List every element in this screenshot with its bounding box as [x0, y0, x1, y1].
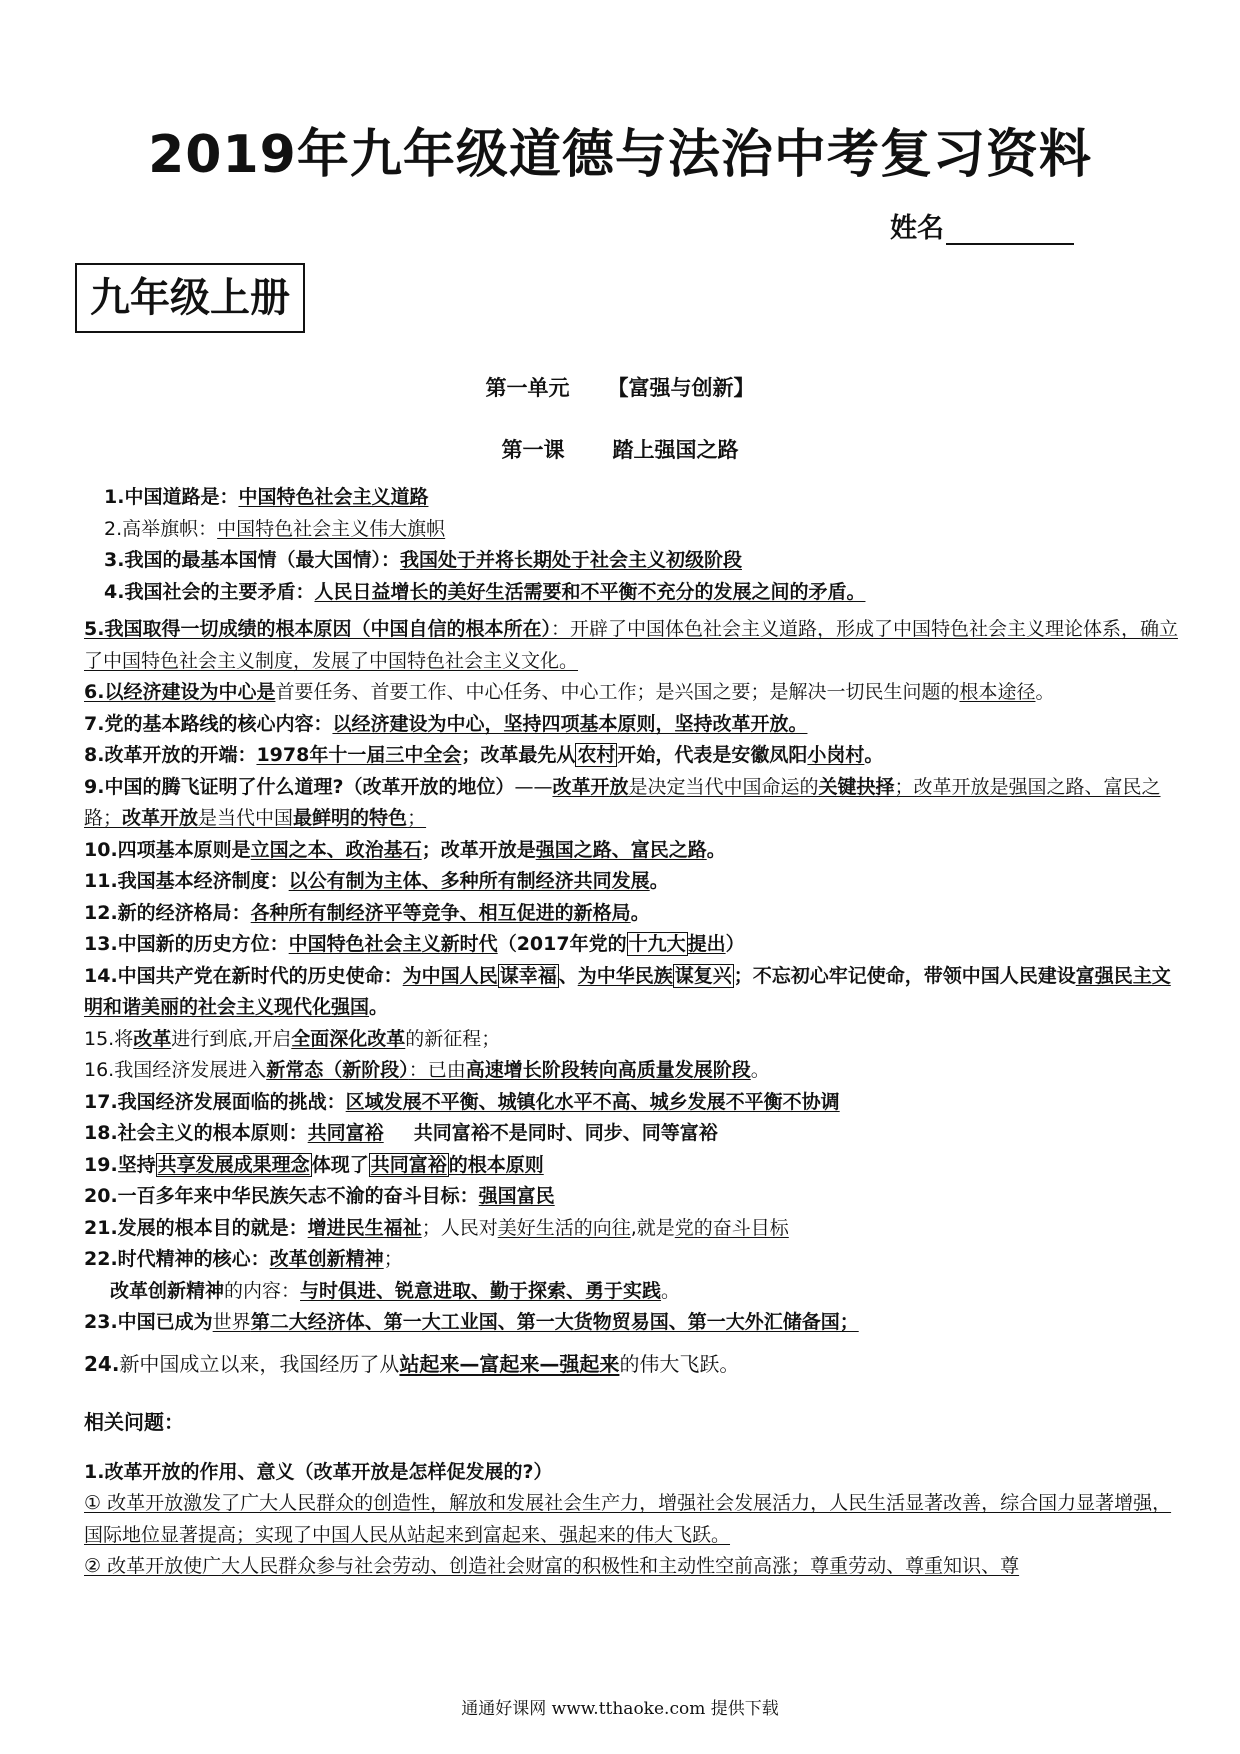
list-item: 18.社会主义的根本原则：共同富裕 共同富裕不是同时、同步、同等富裕	[84, 1122, 718, 1144]
unit-topic: 【富强与创新】	[607, 376, 755, 400]
lesson-heading	[0, 434, 1240, 464]
volume-heading: 九年级上册	[75, 263, 305, 333]
footer-credit: 通通好课网 www.tthaoke.com 提供下载	[461, 1699, 779, 1719]
lesson-topic: 踏上强国之路	[612, 438, 739, 462]
list-item: 20.一百多年来中华民族矢志不渝的奋斗目标：强国富民	[84, 1185, 555, 1207]
list-item: 16.我国经济发展进入新常态（新阶段）：已由高速增长阶段转向高质量发展阶段。	[84, 1059, 770, 1081]
related-answer: ① 改革开放激发了广大人民群众的创造性，解放和发展社会生产力，增强社会发展活力，人民生活显著改善，综合国力显著增强，国际地位显著提高；实现了中国人民从站起来到富起来、强起来的伟大飞跃。	[84, 1492, 1172, 1546]
list-item: 17.我国经济发展面临的挑战：区域发展不平衡、城镇化水平不高、城乡发展不平衡不协调	[84, 1090, 840, 1113]
related-question: 1.改革开放的作用、意义（改革开放是怎样促发展的?）	[84, 1461, 553, 1483]
list-item: 19.坚持 共享发展成果理念 体现了 共同富裕 的根本原则	[84, 1153, 544, 1176]
unit-heading	[0, 372, 1240, 402]
list-item: 9.中国的腾飞证明了什么道理?（改革开放的地位）——改革开放是决定当代中国命运的关键抉择；改革开放是强国之路、富民之路；改革开放是当代中国最鲜明的特色；	[84, 775, 1161, 829]
list-item: 10.四项基本原则是立国之本、政治基石；改革开放是强国之路、富民之路。	[84, 838, 726, 861]
name-label: 姓名	[890, 213, 944, 244]
list-item: 15.将改革进行到底,开启全面深化改革的新征程；	[84, 1027, 501, 1050]
list-item: 1.中国道路是：中国特色社会主义道路	[104, 486, 429, 508]
list-item: 11.我国基本经济制度：以公有制为主体、多种所有制经济共同发展。	[84, 870, 669, 892]
list-item: 21.发展的根本目的就是：增进民生福祉；人民对美好生活的向往,就是党的奋斗目标	[84, 1216, 789, 1239]
unit-label: 第一单元	[485, 376, 570, 400]
knowledge-list	[84, 482, 1179, 1583]
list-item: 6.以经济建设为中心是首要任务、首要工作、中心任务、中心工作；是兴国之要；是解决一切民生问题的根本途径。	[84, 681, 1055, 703]
list-item: 4.我国社会的主要矛盾：人民日益增长的美好生活需要和不平衡不充分的发展之间的矛盾。	[104, 580, 866, 603]
list-item: 2.高举旗帜：中国特色社会主义伟大旗帜	[104, 517, 446, 540]
list-item: 13.中国新的历史方位：中国特色社会主义新时代（2017年党的 十九大 提出）	[84, 933, 745, 955]
list-item: 24.新中国成立以来，我国经历了从站起来—富起来—强起来的伟大飞跃。	[84, 1351, 740, 1376]
document-title: 2019年九年级道德与法治中考复习资料	[148, 125, 1092, 185]
list-item: 22.时代精神的核心：改革创新精神；	[84, 1248, 403, 1270]
list-item: 12.新的经济格局：各种所有制经济平等竞争、相互促进的新格局。	[84, 901, 650, 924]
related-answer: ② 改革开放使广大人民群众参与社会劳动、创造社会财富的积极性和主动性空前高涨；尊重劳动、尊重知识、尊	[84, 1555, 1020, 1577]
list-item: 7.党的基本路线的核心内容：以经济建设为中心，坚持四项基本原则，坚持改革开放。	[84, 712, 808, 735]
list-item: 5.我国取得一切成绩的根本原因（中国自信的根本所在）：开辟了中国体色社会主义道路，形成了中国特色社会主义理论体系，确立了中国特色社会主义制度，发展了中国特色社会主义文化。	[84, 618, 1178, 672]
list-item: 8.改革开放的开端：1978年十一届三中全会；改革最先从 农村 开始，代表是安徽凤阳小岗村。	[84, 744, 884, 766]
name-blank-line[interactable]	[946, 217, 1074, 245]
list-item: 3.我国的最基本国情（最大国情）：我国处于并将长期处于社会主义初级阶段	[104, 549, 742, 571]
name-field[interactable]	[890, 206, 1074, 245]
lesson-label: 第一课	[501, 438, 565, 462]
list-item: 23.中国已成为世界第二大经济体、第一大工业国、第一大货物贸易国、第一大外汇储备国；	[84, 1311, 859, 1333]
list-item-sub: 改革创新精神的内容：与时俱进、锐意进取、勤于探索、勇于实践。	[110, 1279, 681, 1302]
related-questions-heading: 相关问题：	[84, 1410, 184, 1434]
list-item: 14.中国共产党在新时代的历史使命：为中国人民 谋幸福 、为中华民族 谋复兴 ；不忘初心牢记使命，带领中国人民建设富强民主文明和谐美丽的社会主义现代化强国。	[84, 964, 1171, 1018]
